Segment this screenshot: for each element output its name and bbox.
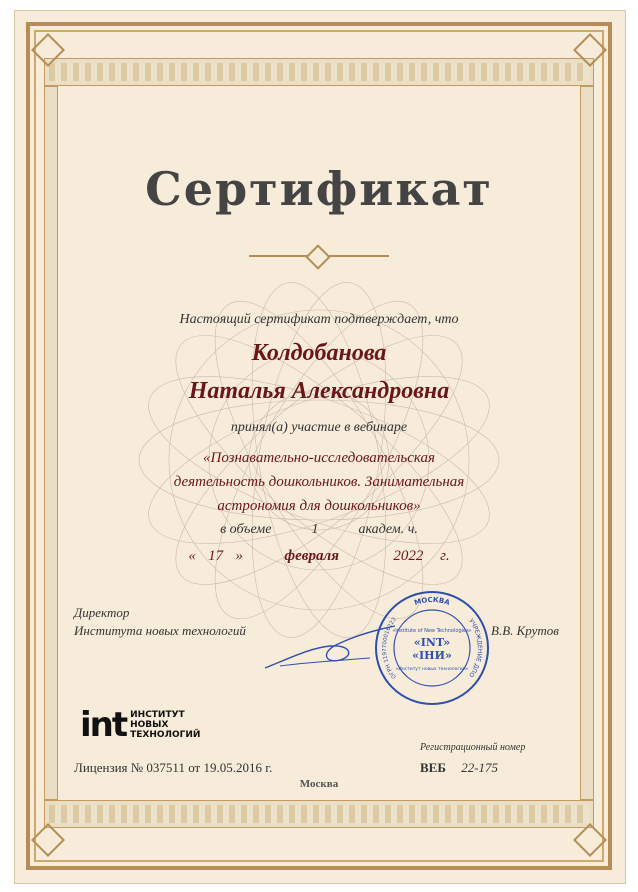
stamp-center-en: «Institute of New Technologies» <box>392 628 472 634</box>
svg-text:МОСКВА <box>413 596 451 607</box>
stamp-ring-left: ОГРН 1197700016223 <box>381 616 398 680</box>
logo-line: ИНСТИТУТ <box>130 710 185 720</box>
recipient-given-name: Наталья Александровна <box>188 378 450 404</box>
city-text: Москва <box>299 778 339 790</box>
webinar-title <box>0 446 638 518</box>
certificate-lead: Настоящий сертификат подтверждает, что <box>179 312 459 327</box>
director-name: В.В. Крутов <box>491 623 559 638</box>
webinar-title-line: астрономия для дошкольников» <box>217 498 421 514</box>
logo-line: ТЕХНОЛОГИЙ <box>130 730 201 740</box>
institute-logo <box>80 704 200 746</box>
stamp-top-text: МОСКВА <box>413 595 451 608</box>
date-year: 2022 <box>393 548 424 564</box>
logo-wordmark <box>130 710 200 740</box>
certificate-date <box>0 548 638 565</box>
stamp-center-ru: «Институт новых технологий» <box>395 667 469 672</box>
logo-mark: int <box>80 705 127 745</box>
date-close-quote: » <box>235 548 243 564</box>
stamp-abbr-ru: «ІНИ» <box>412 649 452 662</box>
director-title-line: Директор <box>74 605 130 620</box>
date-month: февраля <box>284 548 339 564</box>
bottom-ornament-band <box>44 800 594 828</box>
registration-series: ВЕБ <box>420 760 446 775</box>
volume-prefix: в объеме <box>220 522 272 537</box>
date-day: 17 <box>208 548 224 564</box>
recipient-surname: Колдобанова <box>251 340 387 366</box>
webinar-title-line: «Познавательно-исследовательская <box>202 450 436 466</box>
official-stamp <box>372 588 492 708</box>
date-suffix: г. <box>440 548 450 564</box>
license-text: Лицензия № 037511 от 19.05.2016 г. <box>74 760 273 775</box>
stamp-ring-right: УЧРЕЖДЕНИЕ ДПО <box>467 617 484 679</box>
certificate-title: Сертификат <box>145 162 493 216</box>
webinar-title-line: деятельность дошкольников. Занимательная <box>173 474 465 490</box>
volume-line <box>0 522 638 538</box>
registration-value: 22-175 <box>461 760 499 775</box>
stamp-abbr-en: «INT» <box>413 636 451 649</box>
volume-hours: 1 <box>311 522 319 537</box>
logo-line: НОВЫХ <box>130 720 169 730</box>
registration-label: Регистрационный номер <box>420 742 526 753</box>
director-title-line: Института новых технологий <box>74 623 246 638</box>
volume-unit: академ. ч. <box>358 522 418 537</box>
participation-text: принял(а) участие в вебинаре <box>230 420 408 435</box>
title-divider <box>249 255 389 257</box>
director-title <box>74 604 246 640</box>
top-ornament-band <box>44 58 594 86</box>
date-open-quote: « <box>188 548 196 564</box>
registration-number <box>420 760 498 776</box>
